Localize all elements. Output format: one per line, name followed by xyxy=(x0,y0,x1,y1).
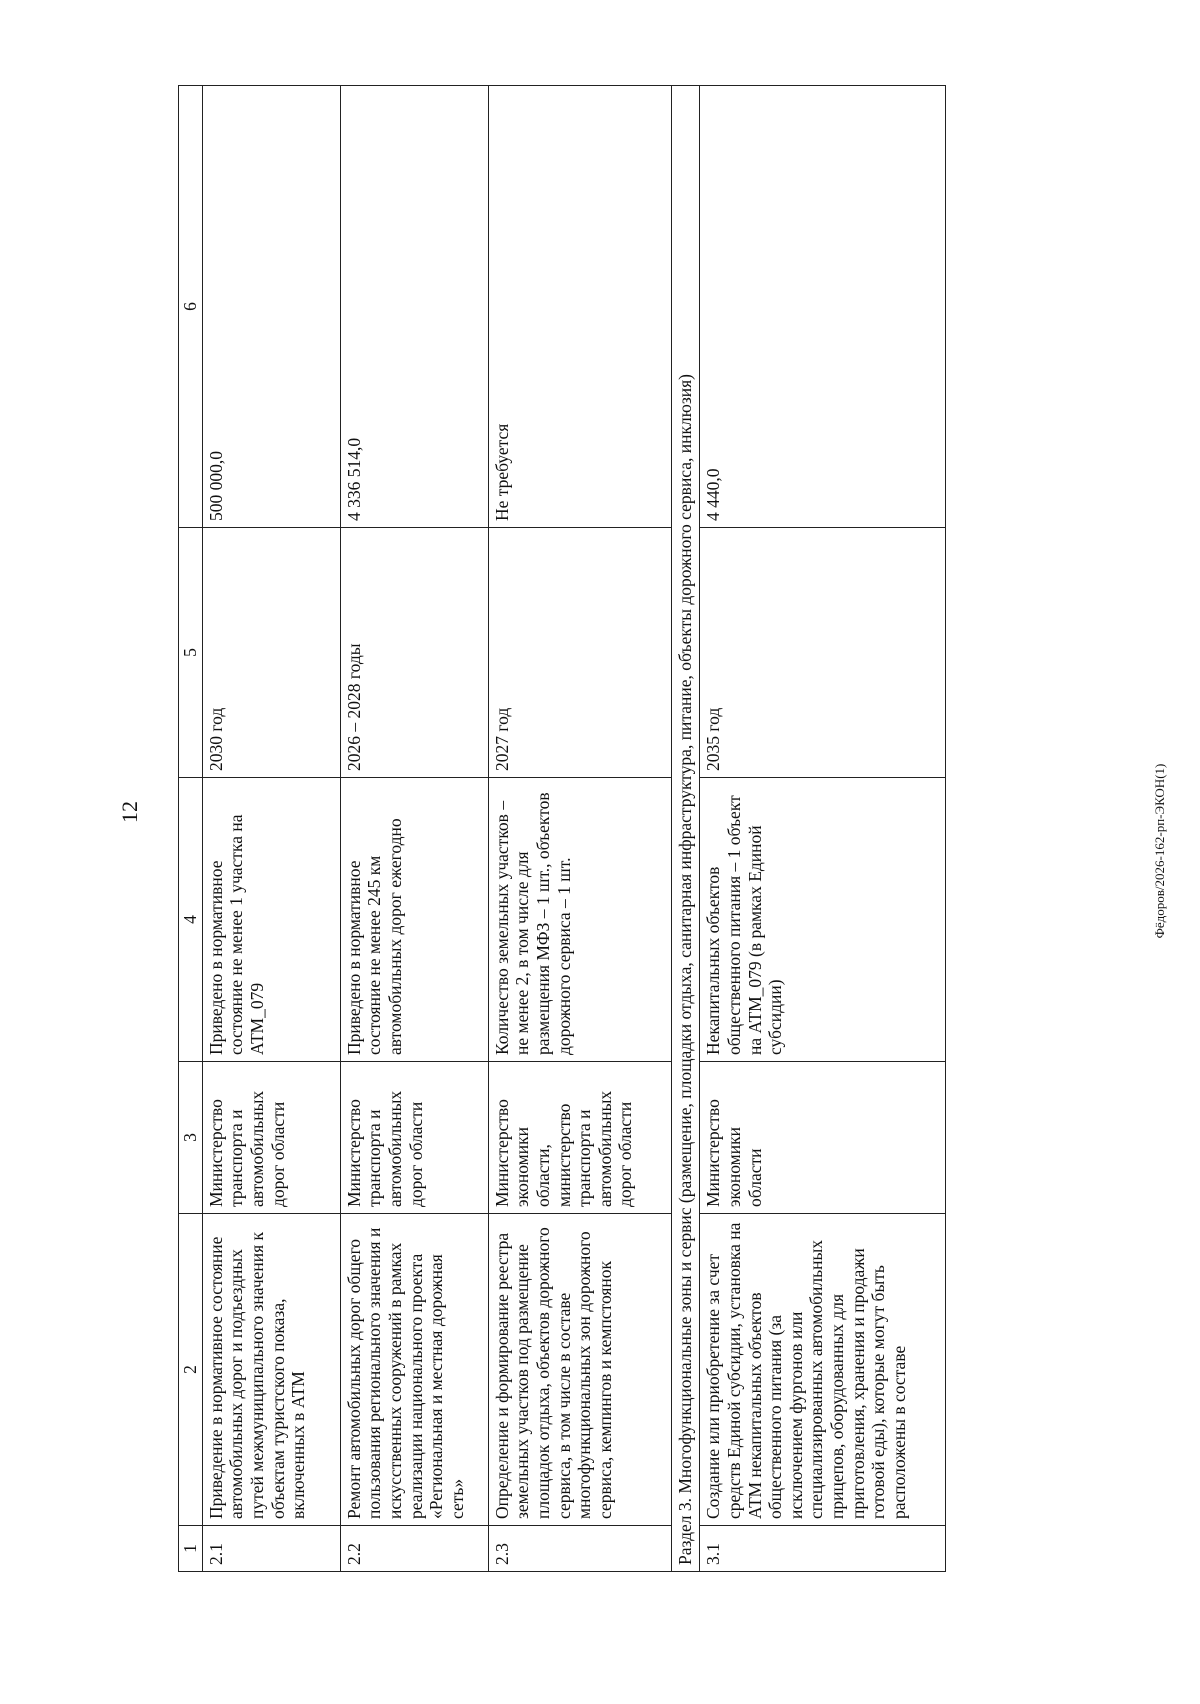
header-cell-1: 1 xyxy=(179,1526,203,1572)
funding-amount: 500 000,0 xyxy=(202,86,340,528)
implementation-term: 2026 – 2028 годы xyxy=(340,528,488,778)
implementation-term: 2027 год xyxy=(488,528,671,778)
page-number: 12 xyxy=(117,801,142,823)
table-row xyxy=(488,86,671,1572)
expected-result: Некапитальных объектов общественного питания – 1 объект на АТМ_079 (в рамках Единой субсидии) xyxy=(700,778,946,1062)
row-number: 3.1 xyxy=(700,1526,946,1572)
measure-name: Ремонт автомобильных дорог общего пользования регионального значения и искусственных сооружений в рамках реализации национального проекта «Региональная и местная дорожная сеть» xyxy=(340,1214,488,1526)
funding-amount: Не требуется xyxy=(488,86,671,528)
funding-amount: 4 336 514,0 xyxy=(340,86,488,528)
expected-result: Приведено в нормативное состояние не менее 245 км автомобильных дорог ежегодно xyxy=(340,778,488,1062)
table-row xyxy=(202,86,340,1572)
implementation-term: 2035 год xyxy=(700,528,946,778)
responsible-executor: Министерство экономики области, министерство транспорта и автомобильных дорог области xyxy=(488,1062,671,1214)
row-number: 2.3 xyxy=(488,1526,671,1572)
header-cell-4: 4 xyxy=(179,778,203,1062)
header-cell-6: 6 xyxy=(179,86,203,528)
rotated-table-container xyxy=(178,86,1093,1572)
section-header-row xyxy=(671,86,700,1572)
section-3-title: Раздел 3. Многофункциональные зоны и сервис (размещение, площадки отдыха, санитарная инфраструктура, питание, объекты дорожного сервиса, инклюзия) xyxy=(671,86,700,1572)
row-number: 2.1 xyxy=(202,1526,340,1572)
table-header-row xyxy=(179,86,203,1572)
header-cell-2: 2 xyxy=(179,1214,203,1526)
table-row xyxy=(700,86,946,1572)
row-number: 2.2 xyxy=(340,1526,488,1572)
implementation-term: 2030 год xyxy=(202,528,340,778)
header-cell-3: 3 xyxy=(179,1062,203,1214)
responsible-executor: Министерство экономики области xyxy=(700,1062,946,1214)
responsible-executor: Министерство транспорта и автомобильных дорог области xyxy=(202,1062,340,1214)
document-code: Фёдоров/2026-162-рп-ЭКОН(1) xyxy=(1152,763,1167,939)
funding-amount: 4 440,0 xyxy=(700,86,946,528)
responsible-executor: Министерство транспорта и автомобильных дорог области xyxy=(340,1062,488,1214)
measure-name: Определение и формирование реестра земельных участков под размещение площадок отдыха, объектов дорожного сервиса, в том числе в составе многофункциональных зон дорожного сервиса, кемпингов и кемпстоянок xyxy=(488,1214,671,1526)
expected-result: Приведено в нормативное состояние не менее 1 участка на АТМ_079 xyxy=(202,778,340,1062)
measures-table xyxy=(178,85,946,1572)
header-cell-5: 5 xyxy=(179,528,203,778)
measure-name: Создание или приобретение за счет средств Единой субсидии, установка на АТМ некапитальных объектов общественного питания (за исключением фургонов или специализированных автомобильных прицепов, оборудованных для приготовления, хранения и продажи готовой еды), которые могут быть расположены в составе xyxy=(700,1214,946,1526)
measure-name: Приведение в нормативное состояние автомобильных дорог и подъездных путей межмуниципального значения к объектам туристского показа, включенных в АТМ xyxy=(202,1214,340,1526)
expected-result: Количество земельных участков – не менее 2, в том числе для размещения МФЗ – 1 шт., объектов дорожного сервиса – 1 шт. xyxy=(488,778,671,1062)
table-row xyxy=(340,86,488,1572)
